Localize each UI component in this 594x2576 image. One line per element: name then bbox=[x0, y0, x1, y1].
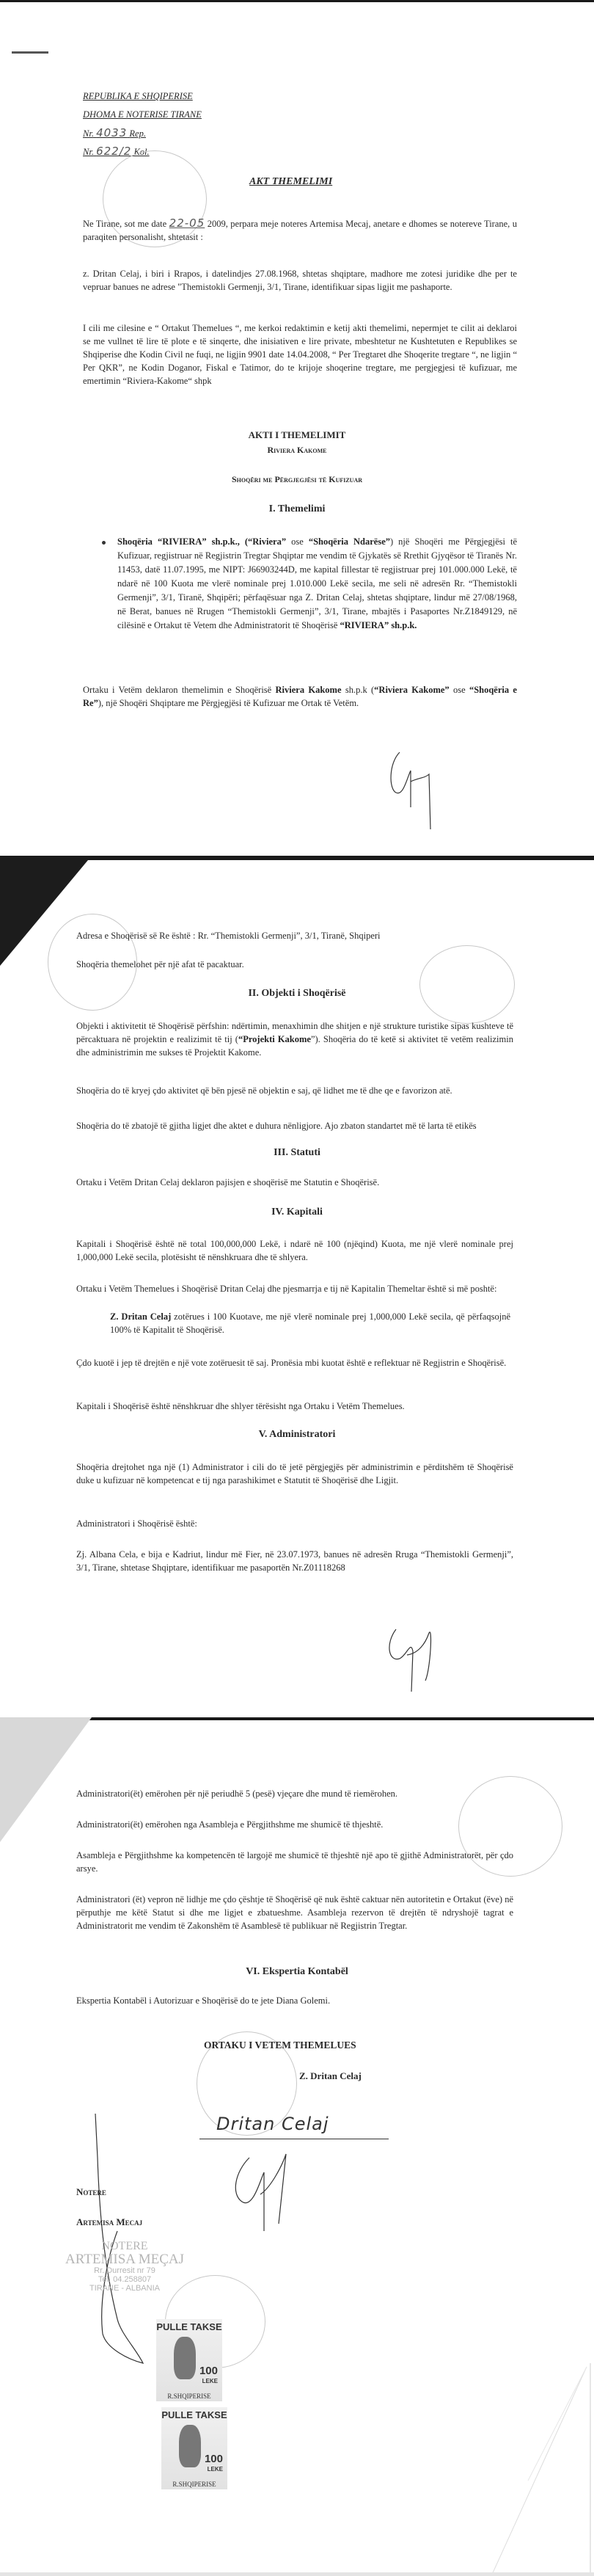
notary-stamp bbox=[44, 2240, 205, 2293]
statute-paragraph: Ortaku i Vetëm Dritan Celaj deklaron pajisjen e shoqërisë me Statutin e Shoqërisë. bbox=[76, 1177, 380, 1187]
page-edge bbox=[0, 0, 594, 2]
tax-stamp bbox=[161, 2407, 227, 2489]
section-objekti: II. Objekti i Shoqërisë bbox=[248, 988, 346, 999]
tax-stamp-issuer: R.SHQIPERISE bbox=[167, 2393, 211, 2400]
appointment-paragraph: Administratori(ët) emërohen nga Asambleja e Përgjithshme me shumicë të thjeshtë. bbox=[76, 1819, 384, 1830]
section-statuti: III. Statuti bbox=[274, 1147, 320, 1158]
tax-stamp-title: PULLE TAKSE bbox=[156, 2321, 222, 2332]
accountant-paragraph: Ekspertia Kontabël i Autorizuar e Shoqërisë do te jete Diana Golemi. bbox=[76, 1995, 331, 2006]
text: zotërues i 100 Kuotave, me një vlerë nominale prej 1,000,000 Lekë secila, që përfaqsojnë 100% të Kapitalit të Shoqërisë. bbox=[110, 1311, 510, 1335]
holder-paragraph bbox=[110, 1310, 510, 1336]
page-fold-lines bbox=[440, 2363, 594, 2576]
scan-mark bbox=[12, 51, 48, 54]
kol-suffix: Kol. bbox=[133, 147, 150, 157]
bold-text: “Shoqëria e Re” bbox=[83, 685, 517, 708]
initials-signature-2 bbox=[385, 1626, 447, 1699]
object-paragraph bbox=[76, 1019, 513, 1059]
section-kapitali: IV. Kapitali bbox=[271, 1207, 323, 1218]
founder-label: ORTAKU I VETEM THEMELUES bbox=[204, 2040, 356, 2051]
notary-label: Notere bbox=[76, 2186, 106, 2197]
founder-name: Z. Dritan Celaj bbox=[299, 2070, 362, 2081]
text: sh.p.k ( bbox=[341, 685, 375, 695]
tax-stamp-value: 100 bbox=[199, 2365, 218, 2377]
rep-prefix: Nr. bbox=[83, 128, 94, 139]
text: Ortaku i Vetëm deklaron themelimin e Shoqërisë bbox=[83, 685, 276, 695]
act-title: AKTI I THEMELIMIT bbox=[248, 429, 346, 440]
intro-text-2: 2009, perpara meje noteres Artemisa Mecaj, anetare e dhomes se notereve Tirane, u paraqiten personalisht, shtetasit : bbox=[83, 219, 518, 242]
stamp-line: ARTEMISA MEÇAJ bbox=[65, 2252, 184, 2267]
founder-company-bullet bbox=[117, 535, 517, 633]
activity-paragraph: Shoqëria do të kryej çdo aktivitet që bën pjesë në objektin e saj, që lidhet me të dhe qe e favorizon atë. bbox=[76, 1085, 452, 1096]
removal-paragraph: Asambleja e Përgjithshme ka kompetencën të largojë me shumicë të thjeshtë një apo të gjithë Administratorët, për çdo arsye. bbox=[76, 1850, 513, 1874]
bullet-icon bbox=[102, 541, 106, 545]
laws-paragraph: Shoqëria do të zbatojë të gjitha ligjet dhe aktet e duhura nënligjore. Ajo zbaton standartet më të larta të etikës bbox=[76, 1121, 477, 1131]
term-paragraph: Administratori(ët) emërohen për një periudhë 5 (pesë) vjeçare dhe mund të riemërohen. bbox=[76, 1789, 398, 1799]
section-themelimi: I. Themelimi bbox=[268, 503, 326, 514]
page-bottom-edge bbox=[0, 2572, 594, 2576]
bold-text: “Riviera Kakome” bbox=[374, 685, 450, 695]
kol-number: 622/2 bbox=[96, 145, 132, 158]
capital-paragraph: Kapitali i Shoqërisë është në total 100,000,000 Lekë, i ndarë në 100 (njëqind) Kuota, me një vlerë nominale prej 1,000,000 Lekë secila, plotësisht të nënshkruara dhe të shlyera. bbox=[76, 1239, 513, 1262]
bold-text: Riviera Kakome bbox=[275, 685, 342, 695]
text: ), një Shoqëri Shqiptare me Përgjegjësi të Kufizuar me Ortak të Vetëm. bbox=[98, 698, 359, 708]
skanderbeg-portrait-icon bbox=[179, 2425, 201, 2467]
tax-stamp-unit: LEKE bbox=[202, 2378, 218, 2384]
header-chamber: DHOMA E NOTERISE TIRANE bbox=[83, 109, 202, 120]
text: Objekti i aktivitetit të Shoqërisë përfshin: ndërtimin, menaxhimin dhe shitjen e një strukture turistike sipas kushteve të përcaktuara në projektin e realizimit të tij ( bbox=[76, 1021, 513, 1044]
header-rep-number bbox=[83, 126, 146, 139]
section-administratori: V. Administratori bbox=[258, 1429, 336, 1440]
intro-text: Ne Tirane, sot me date bbox=[83, 219, 167, 229]
founder-signature: Dritan Celaj bbox=[216, 2114, 329, 2134]
text: ose bbox=[286, 536, 309, 547]
declaration-paragraph: I cili me cilesine e “ Ortakut Themelues “, me kerkoi redaktimin e ketij akti themelimi, nepermjet te cilit ai deklaroi se me vullnet të lire të plote e të sinqerte, dhe inisiativen e lire private, mbeshtetur ne Kushtetuten e Republikes se Shqiperise dhe Kodin Civil ne fuqi, ne ligjin 9901 date 14.04.2008, “ Per Tregtaret dhe Shoqerite tregtare “, ne ligjin “ Per QKR”, ne Kodin Doganor, Fiskal e Tatimor, do te krijoje shoqerine tregtare, me pergjegjesi të kufizuar, me emertimin “Riviera-Kakome“ shpk bbox=[83, 323, 517, 386]
paid-paragraph: Kapitali i Shoqërisë është nënshkruar dhe shlyer tërësisht nga Ortaku i Vetëm Themelues. bbox=[76, 1401, 405, 1411]
section-ekspertia: VI. Ekspertia Kontabël bbox=[246, 1966, 348, 1977]
tax-stamp-issuer: R.SHQIPERISE bbox=[172, 2481, 216, 2488]
header-republic: REPUBLIKA E SHQIPERISE bbox=[83, 91, 193, 101]
stamp-line: NOTERE bbox=[101, 2240, 148, 2252]
document-title: AKT THEMELIMI bbox=[249, 176, 333, 187]
company-type: Shoqëri me Përgjegjësi të Kufizuar bbox=[231, 474, 363, 484]
bold-text: “RIVIERA” sh.p.k. bbox=[340, 620, 417, 630]
bold-text: Z. Dritan Celaj bbox=[110, 1311, 172, 1322]
bold-text: “Shoqëria Ndarëse” bbox=[308, 536, 390, 547]
company-name: Riviera Kakome bbox=[267, 445, 327, 455]
tax-stamp-unit: LEKE bbox=[207, 2466, 223, 2473]
management-paragraph: Shoqëria drejtohet nga një (1) Administrator i cili do të jetë përgjegjës për administrimin e përditshëm të Shoqërisë duke u kufizuar në kompetencat e tij nga parashikimet e Statutit të Shoqërisë dhe Ligjit. bbox=[76, 1462, 513, 1485]
admin-label: Administratori i Shoqërisë është: bbox=[76, 1518, 197, 1529]
votes-paragraph: Çdo kuotë i jep të drejtën e një vote zotëruesit të saj. Pronësia mbi kuotat është e reflektuar në Regjistrin e Shoqërisë. bbox=[76, 1358, 507, 1368]
tax-stamp-value: 100 bbox=[204, 2453, 223, 2465]
text: ”). Shoqëria do të ketë si aktivitet të vetëm realizimin dhe administrimin me sukses të Projektit Kakome. bbox=[76, 1034, 513, 1058]
intro-paragraph bbox=[83, 217, 517, 244]
stamp-line: TIRANE - ALBANIA bbox=[89, 2284, 160, 2293]
kol-prefix: Nr. bbox=[83, 147, 94, 157]
bold-text: Shoqëria “RIVIERA” sh.p.k., (“Riviera” bbox=[117, 536, 287, 547]
rep-suffix: Rep. bbox=[129, 128, 146, 139]
bold-text: “Projekti Kakome bbox=[238, 1034, 311, 1044]
text: ) një Shoqëri me Përgjegjësi të Kufizuar, regjistruar në Regjistrin Tregtar Shqiptar me vendim të Gjykatës së Rrethit Gjyqësor të Tiranës Nr. 11453, datë 11.07.1995, me NIPT: J66903244D, me kapital fillestar të regjistruar prej 101.000.000 Lekë, të ndarë në 100 Kuota me vlerë nominale prej 1.010.000 Lekë secila, me seli në adresën Rr. “Themistokli Germenji”, 3/1, Tiranë, Shqipëri; përfaqësuar nga Z. Dritan Celaj, shtetas shqiptare, lindur më 27/08/1968, në Berat, banues në Rrugen “Themistokli Germenji”, 3/1, Tirane, mbajtës i Pasaportes Nr.Z1849129, në cilësinë e Ortakut të Vetem dhe Administratorit të Shoqërisë bbox=[117, 536, 517, 630]
stamp-line: Tel. 04.258807 bbox=[98, 2275, 152, 2284]
rep-number: 4033 bbox=[96, 126, 128, 139]
tax-stamp bbox=[156, 2319, 222, 2401]
stamp-line: Rr. Durresit nr 79 bbox=[94, 2266, 155, 2275]
notary-name: Artemisa Mecaj bbox=[76, 2216, 143, 2227]
address-paragraph: Adresa e Shoqërisë së Re është : Rr. “Themistokli Germenji”, 3/1, Tiranë, Shqiperi bbox=[76, 931, 381, 941]
tax-stamp-title: PULLE TAKSE bbox=[161, 2409, 227, 2420]
skanderbeg-portrait-icon bbox=[174, 2337, 196, 2379]
handwritten-date: 22-05 bbox=[169, 217, 205, 230]
participation-paragraph: Ortaku i Vetëm Themelues i Shoqërisë Dritan Celaj dhe pjesmarrja e tij në Kapitalin Themeltar është si më poshtë: bbox=[76, 1284, 497, 1294]
admin-person-paragraph: Zj. Albana Cela, e bija e Kadriut, lindur më Fier, në 23.07.1973, banues në adresën Rruga “Themistokli Germenji”, 3/1, Tirane, shtetase Shqiptare, identifikuar me pasaportën Nr.Z01118268 bbox=[76, 1549, 513, 1573]
founding-paragraph bbox=[83, 683, 517, 710]
text: ose bbox=[449, 685, 469, 695]
person-paragraph: z. Dritan Celaj, i biri i Rrapos, i datelindjes 27.08.1968, shtetas shqiptare, madhore me zotesi juridike dhe per te vepruar banues ne adrese "Themistokli Germenji, 3/1, Tirane, identifikuar sipas ligjit me pashaporte. bbox=[83, 269, 517, 292]
initials-signature-3 bbox=[227, 2150, 315, 2246]
term-paragraph: Shoqëria themelohet për një afat të pacaktuar. bbox=[76, 959, 244, 969]
initials-signature-1 bbox=[385, 749, 444, 833]
powers-paragraph: Administratori (ët) vepron në lidhje me çdo çështje të Shoqërisë që nuk është caktuar nën autoritetin e Ortakut (ëve) në përputhje me këtë Statut si dhe me ligjet e zbatueshme. Asambleja rezervon të drejtën të ndryshojë tagrat e Administratorit me vendim të Zakonshëm të Asamblesë të publikuar në Regjistrin Tregtar. bbox=[76, 1894, 513, 1931]
